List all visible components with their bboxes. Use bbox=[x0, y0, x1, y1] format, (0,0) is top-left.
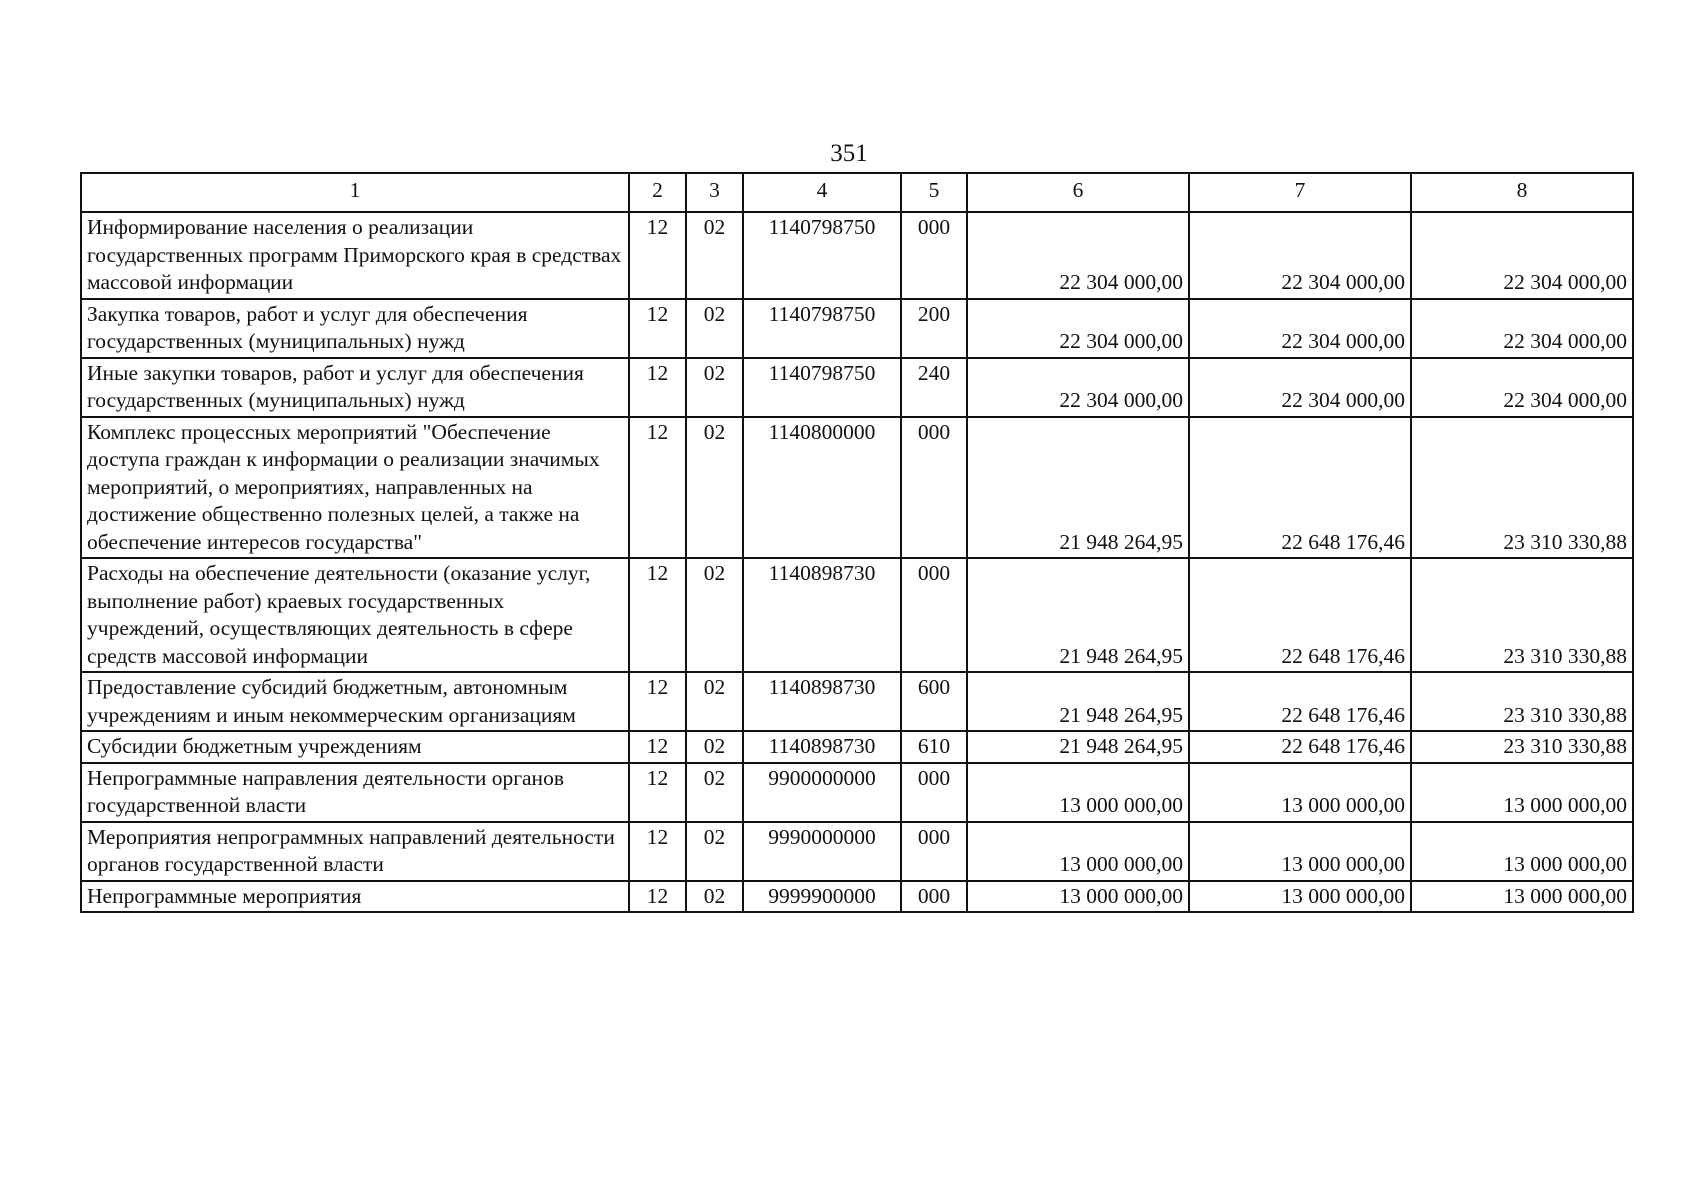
row-amount-col7: 22 304 000,00 bbox=[1189, 358, 1411, 417]
row-target-code: 1140898730 bbox=[743, 558, 901, 672]
row-expense-type: 240 bbox=[901, 358, 967, 417]
row-amount-col8: 22 304 000,00 bbox=[1411, 212, 1633, 299]
row-expense-type: 600 bbox=[901, 672, 967, 731]
column-header: 4 bbox=[743, 173, 901, 212]
table-row bbox=[81, 763, 1633, 822]
table-row bbox=[81, 558, 1633, 672]
row-section: 12 bbox=[629, 763, 686, 822]
row-subsection: 02 bbox=[686, 881, 743, 913]
table-row bbox=[81, 672, 1633, 731]
table-row bbox=[81, 881, 1633, 913]
row-name: Комплекс процессных мероприятий "Обеспечение доступа граждан к информации о реализации значимых мероприятий, о мероприятиях, направленных на достижение общественно полезных целей, а также на обеспечение интересов государства" bbox=[81, 417, 629, 559]
row-subsection: 02 bbox=[686, 299, 743, 358]
row-amount-col6: 21 948 264,95 bbox=[967, 417, 1189, 559]
column-header: 1 bbox=[81, 173, 629, 212]
row-section: 12 bbox=[629, 299, 686, 358]
row-target-code: 1140798750 bbox=[743, 299, 901, 358]
column-header: 5 bbox=[901, 173, 967, 212]
row-subsection: 02 bbox=[686, 763, 743, 822]
table-row bbox=[81, 358, 1633, 417]
row-amount-col6: 21 948 264,95 bbox=[967, 731, 1189, 763]
row-section: 12 bbox=[629, 822, 686, 881]
column-header: 6 bbox=[967, 173, 1189, 212]
row-amount-col8: 22 304 000,00 bbox=[1411, 358, 1633, 417]
row-amount-col7: 22 304 000,00 bbox=[1189, 212, 1411, 299]
table-row bbox=[81, 417, 1633, 559]
column-header: 2 bbox=[629, 173, 686, 212]
row-expense-type: 000 bbox=[901, 881, 967, 913]
row-target-code: 9900000000 bbox=[743, 763, 901, 822]
row-expense-type: 000 bbox=[901, 417, 967, 559]
row-section: 12 bbox=[629, 881, 686, 913]
row-amount-col8: 23 310 330,88 bbox=[1411, 558, 1633, 672]
row-name: Предоставление субсидий бюджетным, автономным учреждениям и иным некоммерческим организациям bbox=[81, 672, 629, 731]
row-amount-col7: 13 000 000,00 bbox=[1189, 822, 1411, 881]
row-subsection: 02 bbox=[686, 672, 743, 731]
row-expense-type: 610 bbox=[901, 731, 967, 763]
row-amount-col6: 22 304 000,00 bbox=[967, 299, 1189, 358]
column-header: 8 bbox=[1411, 173, 1633, 212]
row-section: 12 bbox=[629, 358, 686, 417]
row-amount-col7: 22 304 000,00 bbox=[1189, 299, 1411, 358]
row-amount-col6: 21 948 264,95 bbox=[967, 558, 1189, 672]
header-row bbox=[81, 173, 1633, 212]
row-target-code: 1140798750 bbox=[743, 358, 901, 417]
row-amount-col6: 22 304 000,00 bbox=[967, 212, 1189, 299]
row-name: Расходы на обеспечение деятельности (оказание услуг, выполнение работ) краевых государственных учреждений, осуществляющих деятельность в сфере средств массовой информации bbox=[81, 558, 629, 672]
row-amount-col8: 13 000 000,00 bbox=[1411, 763, 1633, 822]
row-amount-col7: 13 000 000,00 bbox=[1189, 763, 1411, 822]
row-expense-type: 000 bbox=[901, 558, 967, 672]
table-row bbox=[81, 212, 1633, 299]
table-row bbox=[81, 822, 1633, 881]
row-subsection: 02 bbox=[686, 558, 743, 672]
row-subsection: 02 bbox=[686, 358, 743, 417]
row-target-code: 1140800000 bbox=[743, 417, 901, 559]
table-row bbox=[81, 731, 1633, 763]
row-name: Мероприятия непрограммных направлений деятельности органов государственной власти bbox=[81, 822, 629, 881]
row-subsection: 02 bbox=[686, 417, 743, 559]
column-header: 3 bbox=[686, 173, 743, 212]
row-name: Иные закупки товаров, работ и услуг для обеспечения государственных (муниципальных) нужд bbox=[81, 358, 629, 417]
row-expense-type: 000 bbox=[901, 212, 967, 299]
row-target-code: 9999900000 bbox=[743, 881, 901, 913]
row-amount-col7: 22 648 176,46 bbox=[1189, 731, 1411, 763]
budget-table bbox=[80, 172, 1634, 913]
row-section: 12 bbox=[629, 212, 686, 299]
row-name: Непрограммные мероприятия bbox=[81, 881, 629, 913]
row-expense-type: 200 bbox=[901, 299, 967, 358]
row-name: Субсидии бюджетным учреждениям bbox=[81, 731, 629, 763]
row-target-code: 1140898730 bbox=[743, 672, 901, 731]
row-section: 12 bbox=[629, 731, 686, 763]
column-header: 7 bbox=[1189, 173, 1411, 212]
row-amount-col7: 13 000 000,00 bbox=[1189, 881, 1411, 913]
row-section: 12 bbox=[629, 417, 686, 559]
row-amount-col6: 13 000 000,00 bbox=[967, 822, 1189, 881]
row-amount-col8: 13 000 000,00 bbox=[1411, 822, 1633, 881]
row-amount-col8: 13 000 000,00 bbox=[1411, 881, 1633, 913]
row-amount-col6: 13 000 000,00 bbox=[967, 763, 1189, 822]
row-amount-col7: 22 648 176,46 bbox=[1189, 558, 1411, 672]
row-target-code: 1140798750 bbox=[743, 212, 901, 299]
row-expense-type: 000 bbox=[901, 822, 967, 881]
row-subsection: 02 bbox=[686, 731, 743, 763]
row-target-code: 9990000000 bbox=[743, 822, 901, 881]
row-expense-type: 000 bbox=[901, 763, 967, 822]
row-amount-col6: 21 948 264,95 bbox=[967, 672, 1189, 731]
row-amount-col8: 23 310 330,88 bbox=[1411, 417, 1633, 559]
row-amount-col6: 13 000 000,00 bbox=[967, 881, 1189, 913]
row-amount-col7: 22 648 176,46 bbox=[1189, 417, 1411, 559]
page-number: 351 bbox=[830, 140, 868, 167]
row-name: Информирование населения о реализации государственных программ Приморского края в средствах массовой информации bbox=[81, 212, 629, 299]
row-amount-col8: 22 304 000,00 bbox=[1411, 299, 1633, 358]
row-name: Закупка товаров, работ и услуг для обеспечения государственных (муниципальных) нужд bbox=[81, 299, 629, 358]
row-section: 12 bbox=[629, 672, 686, 731]
row-amount-col7: 22 648 176,46 bbox=[1189, 672, 1411, 731]
row-target-code: 1140898730 bbox=[743, 731, 901, 763]
row-amount-col8: 23 310 330,88 bbox=[1411, 731, 1633, 763]
row-amount-col6: 22 304 000,00 bbox=[967, 358, 1189, 417]
row-name: Непрограммные направления деятельности органов государственной власти bbox=[81, 763, 629, 822]
row-amount-col8: 23 310 330,88 bbox=[1411, 672, 1633, 731]
row-section: 12 bbox=[629, 558, 686, 672]
table-row bbox=[81, 299, 1633, 358]
row-subsection: 02 bbox=[686, 212, 743, 299]
row-subsection: 02 bbox=[686, 822, 743, 881]
